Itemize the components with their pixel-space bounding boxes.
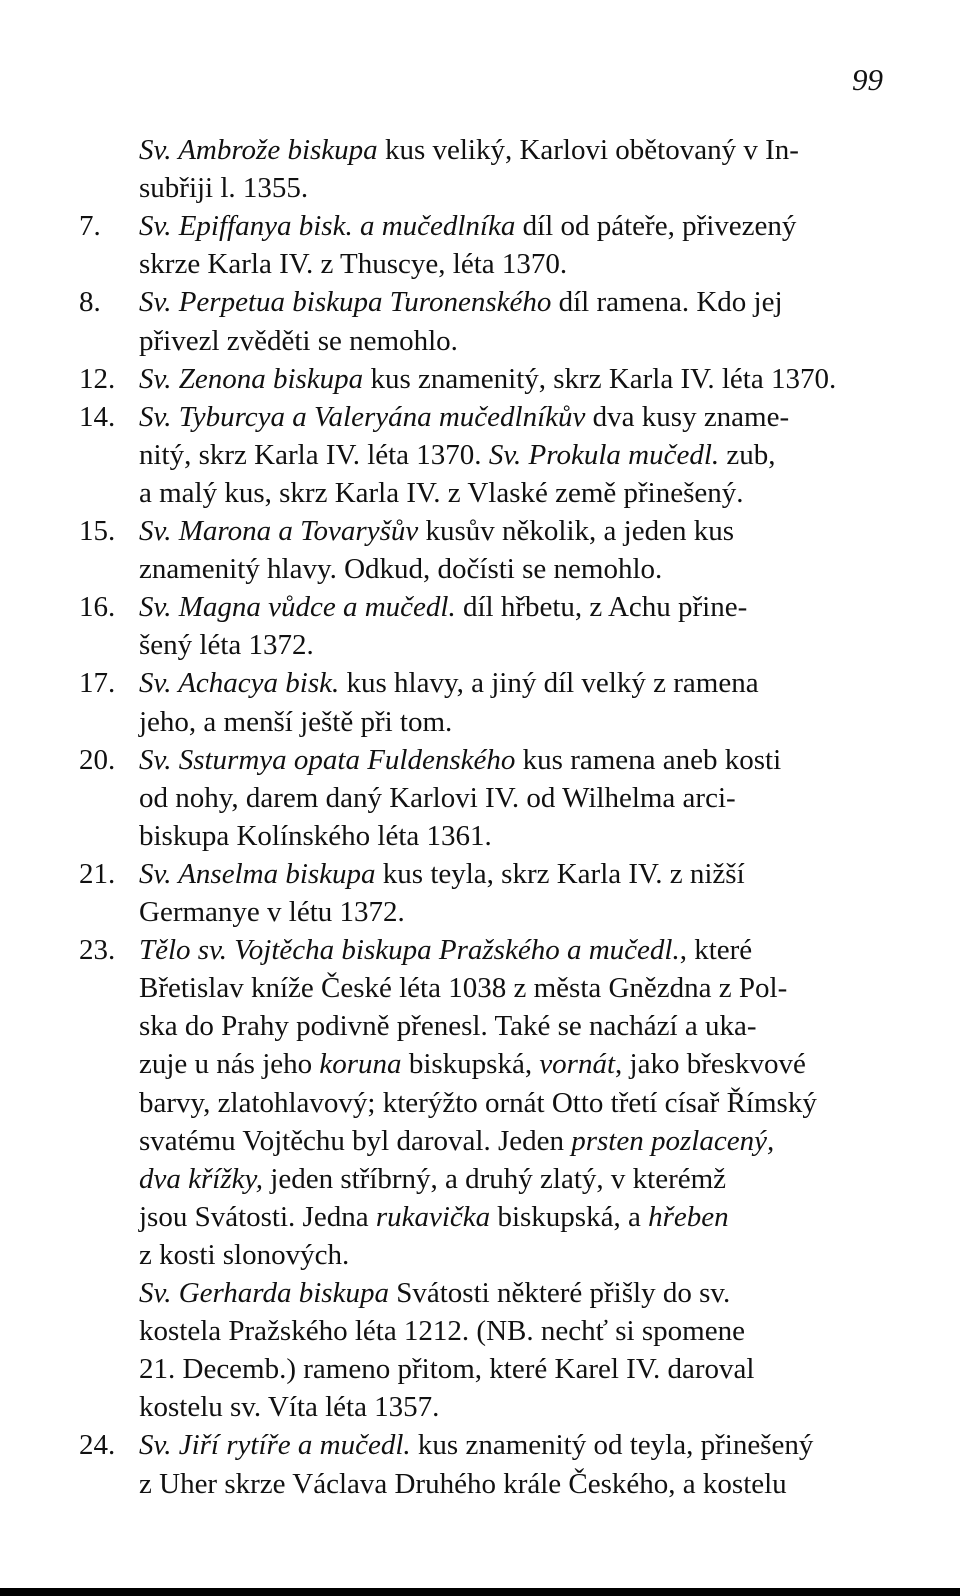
italic-text: prsten pozlacený, xyxy=(571,1124,775,1157)
entry-line xyxy=(139,246,567,283)
text: kusův několik, a jeden kus xyxy=(418,515,734,547)
entry-number: 16. xyxy=(79,591,116,624)
text: a malý kus, skrz Karla IV. z Vlaské země přinešený. xyxy=(139,476,744,509)
text: Germanye v létu 1372. xyxy=(139,896,405,928)
text: barvy, zlatohlavový; kterýžto ornát Otto třetí císař Římský xyxy=(139,1086,817,1119)
text: dva kusy zname- xyxy=(585,400,790,433)
entry-line xyxy=(139,1313,745,1350)
text: biskupská, a xyxy=(490,1200,649,1233)
italic-text: Sv. Tyburcya a Valeryána mučedlníkův xyxy=(139,400,586,433)
entry-line xyxy=(139,284,783,321)
italic-text: rukavička xyxy=(375,1200,491,1233)
entry-line xyxy=(139,1275,730,1312)
entry-line xyxy=(139,323,458,360)
entry-number: 17. xyxy=(79,667,116,700)
entry-line xyxy=(139,1161,726,1198)
italic-text: hřeben xyxy=(648,1200,729,1233)
entry-line xyxy=(139,208,796,245)
text: jeden stříbrný, a druhý zlatý, v kterémž xyxy=(263,1162,727,1195)
text: Břetislav kníže České léta 1038 z města Gnězdna z Pol- xyxy=(139,972,788,1005)
text: biskupská, xyxy=(401,1048,540,1081)
entry-line xyxy=(139,361,836,398)
entry-line xyxy=(139,1427,813,1464)
entry-number: 20. xyxy=(79,743,116,776)
text: jsou Svátosti. Jedna xyxy=(139,1200,376,1233)
italic-text: Sv. Gerharda biskupa xyxy=(139,1277,389,1309)
text: subřiji l. 1355. xyxy=(139,172,309,205)
text: od nohy, darem daný Karlovi IV. od Wilhelma arci- xyxy=(139,781,736,814)
italic-text: vornát xyxy=(539,1048,616,1081)
text: kus hlavy, a jiný díl velký z ramena xyxy=(339,667,759,700)
italic-text: Sv. Achacya bisk. xyxy=(139,667,340,700)
entry-line xyxy=(139,856,745,893)
text: 21. Decemb.) rameno přitom, které Karel IV. daroval xyxy=(139,1353,755,1386)
entry-line xyxy=(139,1199,729,1236)
text: zuje u nás jeho xyxy=(139,1048,320,1081)
italic-text: koruna xyxy=(319,1048,402,1081)
entry-line xyxy=(139,170,308,207)
text: kus veliký, Karlovi obětovaný v In- xyxy=(377,134,799,166)
italic-text: Sv. Ambrože biskupa xyxy=(139,134,378,166)
entry-line xyxy=(139,589,747,626)
entry-number: 24. xyxy=(79,1429,116,1462)
text: , jako břeskvové xyxy=(615,1048,806,1081)
text: z kosti slonových. xyxy=(139,1238,350,1271)
text: , které xyxy=(679,934,753,967)
italic-text: Sv. Zenona biskupa xyxy=(139,362,364,395)
entry-line xyxy=(139,780,736,817)
entry-number: 12. xyxy=(79,362,116,395)
italic-text: Sv. Perpetua biskupa Turonenského xyxy=(139,286,552,319)
text: přivezl zvěděti se nemohlo. xyxy=(139,324,458,357)
entry-line xyxy=(139,132,799,169)
entry-line xyxy=(139,1389,439,1426)
italic-text: Tělo sv. Vojtěcha biskupa Pražského a mučedl. xyxy=(139,934,680,967)
entry-line xyxy=(139,818,492,855)
entry-line xyxy=(139,627,314,664)
text: biskupa Kolínského léta 1361. xyxy=(139,819,492,852)
entry-number: 8. xyxy=(79,286,101,319)
entry-line xyxy=(139,513,734,550)
entry-line xyxy=(139,1085,817,1122)
text: Svátosti některé přišly do sv. xyxy=(388,1277,731,1309)
entry-line xyxy=(139,1008,757,1045)
text: ska do Prahy podivně přenesl. Také se nachází a uka- xyxy=(139,1010,757,1043)
italic-text: dva křížky, xyxy=(139,1162,264,1195)
entry-line xyxy=(139,475,744,512)
text: svatému Vojtěchu byl daroval. Jeden xyxy=(139,1124,572,1157)
entry-line xyxy=(139,1237,349,1274)
italic-text: Sv. Ssturmya opata Fuldenského xyxy=(139,743,516,776)
text: zub, xyxy=(719,438,776,471)
entry-line xyxy=(139,1351,755,1388)
text: znamenitý hlavy. Odkud, dočísti se nemohlo. xyxy=(139,553,663,586)
text: šený léta 1372. xyxy=(139,629,314,662)
entry-number: 7. xyxy=(79,210,101,243)
entry-line xyxy=(139,1046,806,1083)
page-number: 99 xyxy=(852,62,883,97)
text: díl od páteře, přivezený xyxy=(515,210,797,243)
text: nitý, skrz Karla IV. léta 1370. xyxy=(139,438,489,471)
italic-text: Sv. Magna vůdce a mučedl. xyxy=(139,591,456,624)
entry-line xyxy=(139,742,781,779)
italic-text: Sv. Epiffanya bisk. a mučedlníka xyxy=(139,210,516,243)
text: kostela Pražského léta 1212. (NB. nechť si spomene xyxy=(139,1315,745,1348)
text: díl ramena. Kdo jej xyxy=(551,286,783,319)
italic-text: Sv. Jiří rytíře a mučedl. xyxy=(139,1429,411,1462)
entry-number: 21. xyxy=(79,857,116,890)
italic-text: Sv. Prokula mučedl. xyxy=(488,438,720,471)
entry-line xyxy=(139,1123,774,1160)
entry-number: 23. xyxy=(79,934,116,967)
text: z Uher skrze Václava Druhého krále Českého, a kostelu xyxy=(139,1467,787,1500)
text: kostelu sv. Víta léta 1357. xyxy=(139,1391,440,1424)
italic-text: Sv. Marona a Tovaryšův xyxy=(139,515,419,547)
italic-text: Sv. Anselma biskupa xyxy=(139,857,376,890)
entry-line xyxy=(139,665,759,702)
entry-line xyxy=(139,894,405,931)
entry-line xyxy=(139,1466,787,1503)
entry-number: 14. xyxy=(79,400,116,433)
entry-line xyxy=(139,551,662,588)
text: kus znamenitý od teyla, přinešený xyxy=(410,1429,814,1462)
text: kus znamenitý, skrz Karla IV. léta 1370. xyxy=(363,362,837,395)
entry-number: 15. xyxy=(79,515,116,547)
entry-line xyxy=(139,970,787,1007)
bottom-edge-strip xyxy=(0,1588,960,1596)
entry-line xyxy=(139,932,752,969)
text: kus ramena aneb kosti xyxy=(515,743,782,776)
entry-line xyxy=(139,437,776,474)
text: jeho, a menší ještě při tom. xyxy=(139,705,453,738)
text: skrze Karla IV. z Thuscye, léta 1370. xyxy=(139,248,568,281)
entry-line xyxy=(139,704,452,741)
text: kus teyla, skrz Karla IV. z nižší xyxy=(375,857,745,890)
entry-line xyxy=(139,399,789,436)
text: díl hřbetu, z Achu přine- xyxy=(455,591,748,624)
